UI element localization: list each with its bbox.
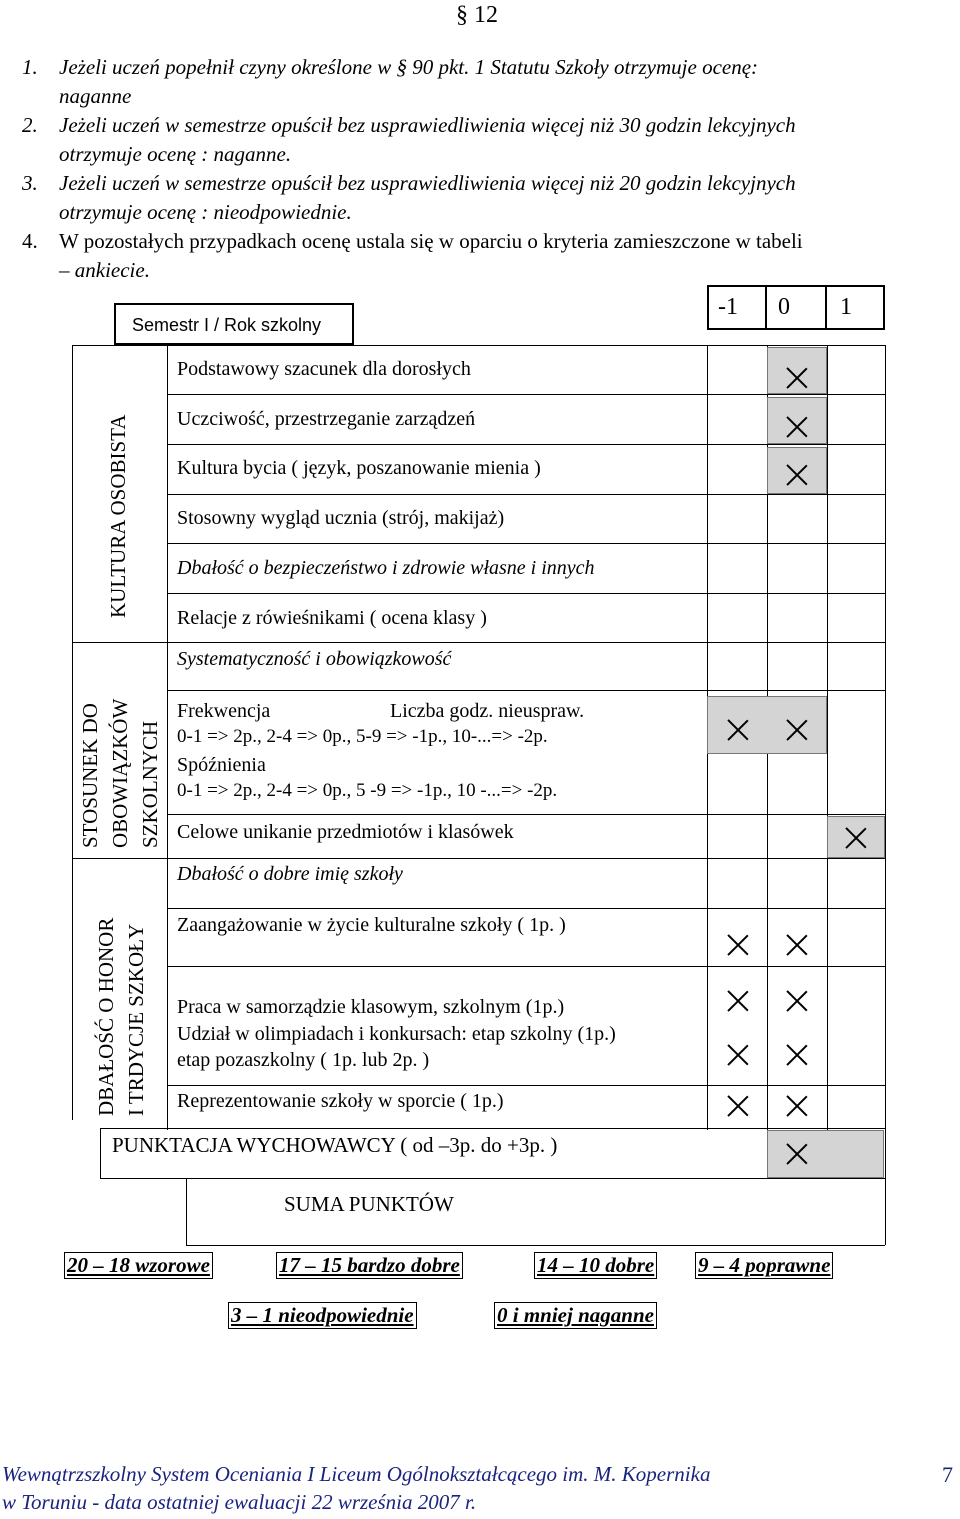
point-4: 4. W pozostałych przypadkach ocenę ustala się w oparciu o kryteria zamieszczone w tabeli – ankiecie.	[22, 229, 803, 282]
row-relacje: Relacje z rówieśnikami ( ocena klasy )	[177, 607, 487, 629]
group-stosunek-line2: OBOWIĄZKÓW	[108, 698, 132, 848]
x-mark-icon	[786, 719, 808, 741]
row-suma: SUMA PUNKTÓW	[284, 1192, 454, 1216]
x-mark-icon	[786, 464, 808, 486]
scale-one: 1	[840, 294, 852, 320]
row-samorzad: Praca w samorządzie klasowym, szkolnym (1p.)	[177, 996, 565, 1018]
grade-naganne: 0 i mniej naganne	[494, 1302, 657, 1329]
section-heading: § 12	[456, 2, 498, 28]
footer-line1: Wewnątrzszkolny System Oceniania I Liceum Ogólnokształcącego im. M. Kopernika	[2, 1462, 711, 1486]
x-mark-icon	[845, 827, 867, 849]
x-mark-icon	[727, 1095, 749, 1117]
x-mark-icon	[727, 934, 749, 956]
row-bezpieczenstwo: Dbałość o bezpieczeństwo i zdrowie własne i innych	[177, 557, 595, 579]
row-olimpiady-etap: etap pozaszkolny ( 1p. lub 2p. )	[177, 1049, 430, 1071]
x-mark-icon	[786, 990, 808, 1012]
x-mark-icon	[786, 416, 808, 438]
grade-dobre: 14 – 10 dobre	[534, 1252, 657, 1279]
group-dbalosc-line1: DBAŁOŚĆ O HONOR	[94, 917, 118, 1116]
scale-zero: 0	[778, 294, 790, 320]
row-zaangazowanie: Zaangażowanie w życie kulturalne szkoły ( 1p. )	[177, 914, 566, 936]
row-spoznienia: Spóźnienia	[177, 754, 266, 776]
x-mark-icon	[786, 934, 808, 956]
x-mark-icon	[786, 1044, 808, 1066]
row-uczciwosc: Uczciwość, przestrzeganie zarządzeń	[177, 408, 476, 430]
row-szacunek: Podstawowy szacunek dla dorosłych	[177, 358, 471, 380]
grade-nieodpowiednie: 3 – 1 nieodpowiednie	[228, 1302, 417, 1329]
point-1: 1. Jeżeli uczeń popełnił czyny określone w § 90 pkt. 1 Statutu Szkoły otrzymuje ocenę: naganne	[22, 55, 759, 108]
row-olimpiady: Udział w olimpiadach i konkursach: etap szkolny (1p.)	[177, 1023, 616, 1045]
group-kultura-osobista: KULTURA OSOBISTA	[106, 414, 130, 618]
group-dbalosc-line2: I TRDYCJE SZKOŁY	[124, 923, 148, 1116]
point-3: 3. Jeżeli uczeń w semestrze opuścił bez usprawiedliwienia więcej niż 20 godzin lekcyjnych otrzymuje ocenę : nieodpowiednie.	[22, 171, 796, 224]
grade-poprawne: 9 – 4 poprawne	[695, 1252, 833, 1279]
grade-wzorowe: 20 – 18 wzorowe	[64, 1252, 213, 1279]
group-stosunek-line3: SZKOLNYCH	[138, 720, 162, 848]
x-mark-icon	[727, 719, 749, 741]
row-frekwencja-scale: 0-1 => 2p., 2-4 => 0p., 5-9 => -1p., 10-...=> -2p.	[177, 726, 548, 747]
semester-box: Semestr I / Rok szkolny	[114, 303, 354, 345]
row-liczba-godz: Liczba godz. nieuspraw.	[390, 700, 585, 722]
scale-minus-one: -1	[718, 294, 738, 320]
row-spoznienia-scale: 0-1 => 2p., 2-4 => 0p., 5 -9 => -1p., 10 -...=> -2p.	[177, 780, 558, 801]
group-stosunek-line1: STOSUNEK DO	[78, 703, 102, 848]
grade-bardzo-dobre: 17 – 15 bardzo dobre	[276, 1252, 463, 1279]
row-kultura-bycia: Kultura bycia ( język, poszanowanie mienia )	[177, 457, 541, 479]
row-unikanie: Celowe unikanie przedmiotów i klasówek	[177, 821, 514, 843]
row-wyglad: Stosowny wygląd ucznia (strój, makijaż)	[177, 507, 505, 529]
x-mark-icon	[786, 1143, 808, 1165]
x-mark-icon	[727, 990, 749, 1012]
x-mark-icon	[727, 1044, 749, 1066]
point-2: 2. Jeżeli uczeń w semestrze opuścił bez usprawiedliwienia więcej niż 30 godzin lekcyjnych otrzymuje ocenę : naganne.	[22, 113, 796, 166]
row-frekwencja: Frekwencja	[177, 700, 271, 722]
row-punktacja: PUNKTACJA WYCHOWAWCY ( od –3p. do +3p. )	[112, 1133, 558, 1157]
footer-line2: w Toruniu - data ostatniej ewaluacji 22 września 2007 r.	[2, 1490, 477, 1514]
x-mark-icon	[786, 367, 808, 389]
row-sport: Reprezentowanie szkoły w sporcie ( 1p.)	[177, 1090, 504, 1112]
row-dobre-imie: Dbałość o dobre imię szkoły	[177, 863, 403, 885]
row-systematycznosc: Systematyczność i obowiązkowość	[177, 648, 452, 670]
page-number: 7	[942, 1462, 953, 1487]
x-mark-icon	[786, 1095, 808, 1117]
